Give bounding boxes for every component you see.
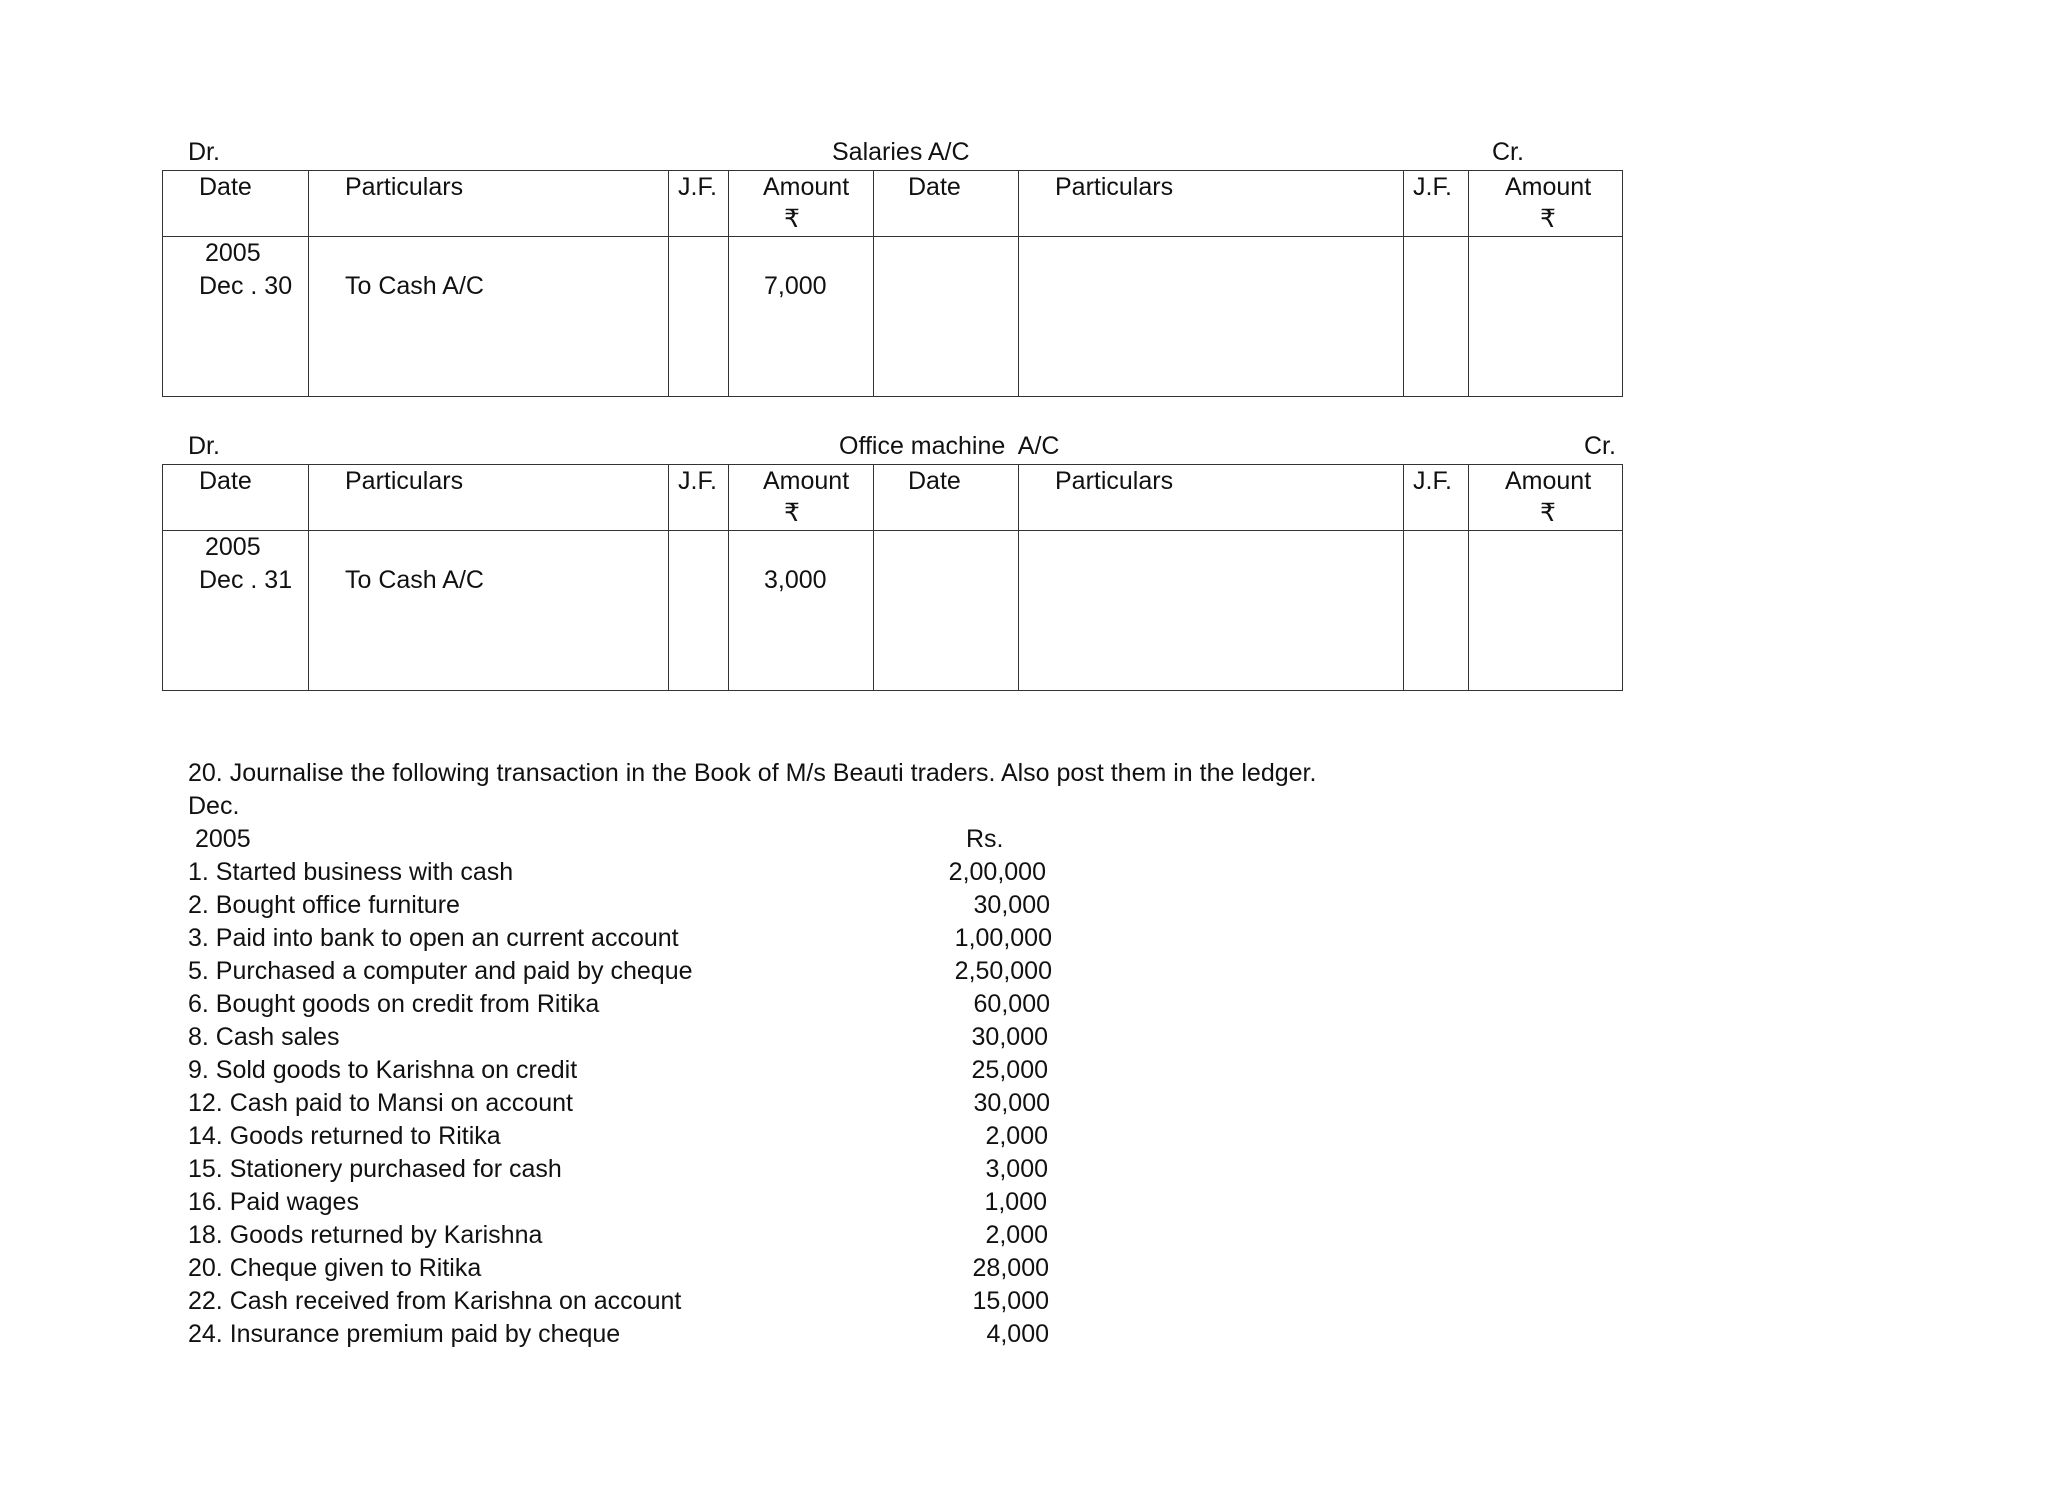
item-label: 1. Started business with cash: [188, 858, 514, 886]
item-label: 24. Insurance premium paid by cheque: [188, 1320, 621, 1348]
item-amount: 60,000: [973, 990, 1050, 1018]
header-amount-cr: Amount: [1505, 467, 1592, 495]
item-label: 22. Cash received from Karishna on account: [188, 1287, 682, 1315]
item-label: 5. Purchased a computer and paid by cheque: [188, 957, 693, 985]
item-amount: 2,50,000: [954, 957, 1052, 985]
header-jf-dr: J.F.: [678, 173, 717, 201]
header-particulars-cr: Particulars: [1055, 173, 1174, 201]
item-label: 6. Bought goods on credit from Ritika: [188, 990, 600, 1018]
header-date-dr: Date: [199, 467, 252, 495]
ledger-title: Office machine A/C: [839, 432, 1060, 460]
ledger-table: [162, 170, 1623, 397]
rupee-icon: ₹: [1540, 499, 1556, 527]
item-label: 12. Cash paid to Mansi on account: [188, 1089, 573, 1117]
item-label: 8. Cash sales: [188, 1023, 340, 1051]
item-label: 14. Goods returned to Ritika: [188, 1122, 501, 1150]
rupee-icon: ₹: [784, 205, 800, 233]
item-label: 15. Stationery purchased for cash: [188, 1155, 562, 1183]
header-amount-cr: Amount: [1505, 173, 1592, 201]
ledger-table: [162, 464, 1623, 691]
item-amount: 28,000: [972, 1254, 1049, 1282]
header-date-cr: Date: [908, 173, 961, 201]
header-amount-dr: Amount: [763, 173, 850, 201]
header-jf-dr: J.F.: [678, 467, 717, 495]
question-month: Dec.: [188, 792, 240, 820]
item-amount: 2,00,000: [948, 858, 1046, 886]
header-jf-cr: J.F.: [1413, 467, 1452, 495]
item-label: 18. Goods returned by Karishna: [188, 1221, 543, 1249]
item-amount: 15,000: [972, 1287, 1049, 1315]
item-amount: 1,00,000: [954, 924, 1052, 952]
item-label: 16. Paid wages: [188, 1188, 359, 1216]
item-label: 20. Cheque given to Ritika: [188, 1254, 482, 1282]
item-amount: 3,000: [985, 1155, 1048, 1183]
item-amount: 30,000: [973, 891, 1050, 919]
rupee-icon: ₹: [1540, 205, 1556, 233]
credit-label: Cr.: [1492, 138, 1524, 166]
item-label: 3. Paid into bank to open an current account: [188, 924, 679, 952]
question-text: 20. Journalise the following transaction in the Book of M/s Beauti traders. Also post them in the ledger.: [188, 759, 1317, 787]
currency-heading: Rs.: [966, 825, 1004, 853]
header-amount-dr: Amount: [763, 467, 850, 495]
entry-amount: 3,000: [764, 566, 827, 594]
debit-label: Dr.: [188, 138, 220, 166]
item-label: 9. Sold goods to Karishna on credit: [188, 1056, 578, 1084]
item-label: 2. Bought office furniture: [188, 891, 460, 919]
header-jf-cr: J.F.: [1413, 173, 1452, 201]
credit-label: Cr.: [1584, 432, 1616, 460]
item-amount: 4,000: [986, 1320, 1049, 1348]
header-particulars-dr: Particulars: [345, 173, 464, 201]
entry-year: 2005: [205, 533, 261, 561]
entry-particulars: To Cash A/C: [345, 272, 484, 300]
item-amount: 1,000: [984, 1188, 1047, 1216]
header-particulars-dr: Particulars: [345, 467, 464, 495]
question-year: 2005: [195, 825, 251, 853]
header-date-cr: Date: [908, 467, 961, 495]
entry-particulars: To Cash A/C: [345, 566, 484, 594]
ledger-title: Salaries A/C: [832, 138, 970, 166]
header-particulars-cr: Particulars: [1055, 467, 1174, 495]
item-amount: 30,000: [973, 1089, 1050, 1117]
rupee-icon: ₹: [784, 499, 800, 527]
item-amount: 2,000: [985, 1221, 1048, 1249]
entry-amount: 7,000: [764, 272, 827, 300]
entry-date: Dec . 30: [199, 272, 293, 300]
entry-year: 2005: [205, 239, 261, 267]
entry-date: Dec . 31: [199, 566, 293, 594]
header-date-dr: Date: [199, 173, 252, 201]
debit-label: Dr.: [188, 432, 220, 460]
item-amount: 2,000: [985, 1122, 1048, 1150]
item-amount: 30,000: [971, 1023, 1048, 1051]
item-amount: 25,000: [971, 1056, 1048, 1084]
